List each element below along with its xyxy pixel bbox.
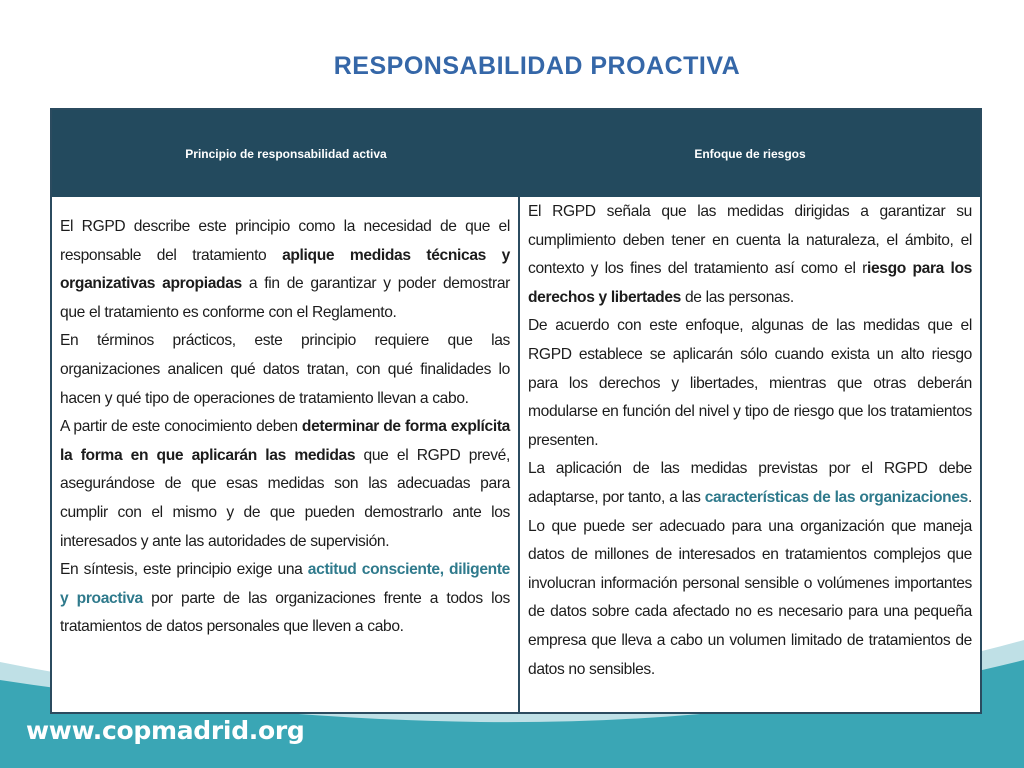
enfoque-paragraph [528, 455, 972, 684]
text: a fin de garantizar y poder demostrar que el tratamiento es conforme con el Reglamento. [60, 275, 511, 321]
header-principio: Principio de responsabilidad activa [185, 146, 387, 161]
bold-text: iesgo para los derechos y libertades [528, 260, 972, 306]
text: por parte de las organizaciones frente a todos los tratamientos de datos personales que lleven a cabo. [60, 589, 510, 636]
principio-cell [52, 197, 520, 712]
text: . Lo que puede ser adecuado para una organización que maneja datos de millones de interesados en tratamientos complejos que involucran información personal sensible o volúmenes importantes de datos sobre cada afectado no es necesario para una pequeña empresa que lleva a cabo un volumen limitado de tratamientos de datos no sensibles. [528, 488, 972, 678]
highlight-text: actitud consciente, diligente y proactiva [60, 561, 510, 607]
text: A partir de este conocimiento deben [60, 418, 302, 436]
footer-url[interactable]: www.copmadrid.org [26, 716, 305, 745]
text: que el RGPD prevé, asegurándose de que esas medidas son las adecuadas para cumplir con el mismo y de que pueden demostrarlo ante los interesados y ante las autoridades de supervisión. [60, 446, 510, 550]
highlight-text: características de las organizaciones [704, 488, 969, 506]
enfoque-cell [520, 197, 980, 712]
principio-paragraph [60, 213, 510, 327]
principio-paragraph: En términos prácticos, este principio requiere que las organizaciones analicen qué datos tratan, con qué finalidades lo hacen y qué tipo de operaciones de tratamiento llevan a cabo. [60, 332, 510, 407]
page-title: RESPONSABILIDAD PROACTIVA [333, 52, 741, 80]
header-enfoque: Enfoque de riesgos [694, 146, 806, 161]
enfoque-paragraph: De acuerdo con este enfoque, algunas de las medidas que el RGPD establece se aplicarán sólo cuando exista un alto riesgo para los derechos y libertades, mientras que otras deberán modularse en función del nivel y tipo de riesgo que los tratamientos presenten. [528, 317, 972, 449]
text: El RGPD señala que las medidas dirigidas a garantizar su cumplimiento deben tener en cuenta la naturaleza, el ámbito, el contexto y los fines del tratamiento así como el r [528, 203, 972, 278]
text: El RGPD describe este principio como la necesidad de que el responsable del tratamiento [60, 218, 510, 264]
principio-paragraph [60, 413, 510, 556]
text: de las personas. [681, 288, 794, 306]
table-header-row [52, 110, 980, 197]
principio-paragraph [60, 556, 510, 642]
table-body-row [52, 197, 980, 712]
bold-text: determinar de forma explícita la forma en que aplicarán las medidas [60, 418, 510, 464]
text: La aplicación de las medidas previstas por el RGPD debe adaptarse, por tanto, a las [528, 460, 972, 506]
enfoque-paragraph [528, 198, 972, 312]
bold-text: aplique medidas técnicas y organizativas apropiadas [60, 246, 510, 293]
text: En síntesis, este principio exige una [60, 561, 308, 579]
comparison-table [50, 108, 982, 714]
